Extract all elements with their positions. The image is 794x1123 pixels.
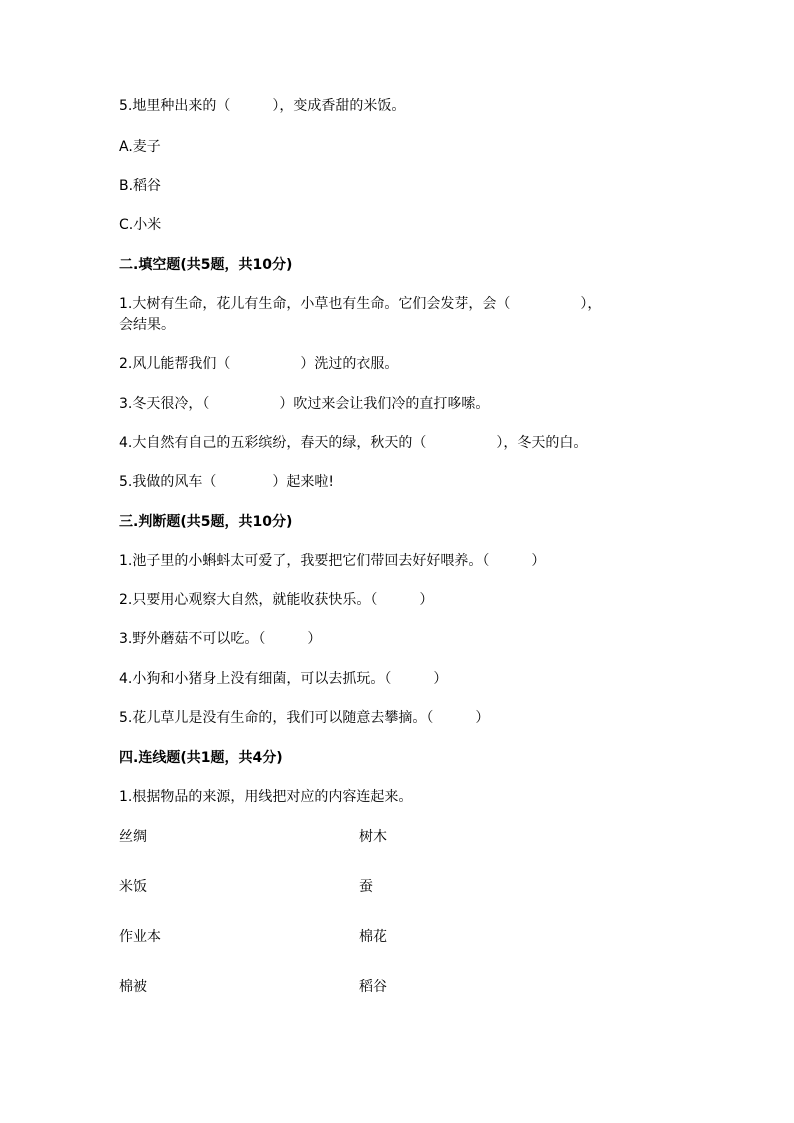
question-5-stem: 5.地里种出来的（ ），变成香甜的米饭。 bbox=[119, 98, 406, 114]
matching-right-item: 蚕 bbox=[359, 879, 373, 895]
matching-left-item: 丝绸 bbox=[119, 829, 147, 845]
matching-question: 1.根据物品的来源，用线把对应的内容连起来。 bbox=[119, 789, 413, 805]
judge-item-2: 2.只要用心观察大自然，就能收获快乐。（ ） bbox=[119, 592, 434, 608]
fill-blank-item-2: 2.风儿能帮我们（ ）洗过的衣服。 bbox=[119, 356, 399, 372]
section-matching-heading: 四.连线题(共1题，共4分) bbox=[119, 750, 283, 766]
section-judge-heading: 三.判断题(共5题，共10分) bbox=[119, 514, 293, 530]
matching-right-item: 树木 bbox=[359, 829, 387, 845]
matching-left-item: 棉被 bbox=[119, 979, 147, 995]
fill-blank-item-3: 3.冬天很冷，（ ）吹过来会让我们冷的直打哆嗦。 bbox=[119, 396, 490, 412]
matching-right-item: 稻谷 bbox=[359, 979, 387, 995]
matching-right-item: 棉花 bbox=[359, 929, 387, 945]
judge-item-3: 3.野外蘑菇不可以吃。（ ） bbox=[119, 631, 322, 647]
judge-item-5: 5.花儿草儿是没有生命的，我们可以随意去攀摘。（ ） bbox=[119, 710, 490, 726]
fill-blank-item-1-continued: 会结果。 bbox=[119, 317, 175, 333]
judge-item-1: 1.池子里的小蝌蚪太可爱了，我要把它们带回去好好喂养。（ ） bbox=[119, 553, 546, 569]
option-c: C.小米 bbox=[119, 217, 162, 233]
option-b: B.稻谷 bbox=[119, 178, 162, 194]
fill-blank-item-1: 1.大树有生命，花儿有生命，小草也有生命。它们会发芽，会（ ）， bbox=[119, 296, 602, 312]
matching-left-item: 米饭 bbox=[119, 879, 147, 895]
judge-item-4: 4.小狗和小猪身上没有细菌，可以去抓玩。（ ） bbox=[119, 671, 448, 687]
fill-blank-item-5: 5.我做的风车（ ）起来啦! bbox=[119, 474, 334, 490]
section-fill-blank-heading: 二.填空题(共5题，共10分) bbox=[119, 257, 293, 273]
fill-blank-item-4: 4.大自然有自己的五彩缤纷，春天的绿，秋天的（ ），冬天的白。 bbox=[119, 435, 588, 451]
matching-left-item: 作业本 bbox=[119, 929, 161, 945]
option-a: A.麦子 bbox=[119, 139, 161, 155]
